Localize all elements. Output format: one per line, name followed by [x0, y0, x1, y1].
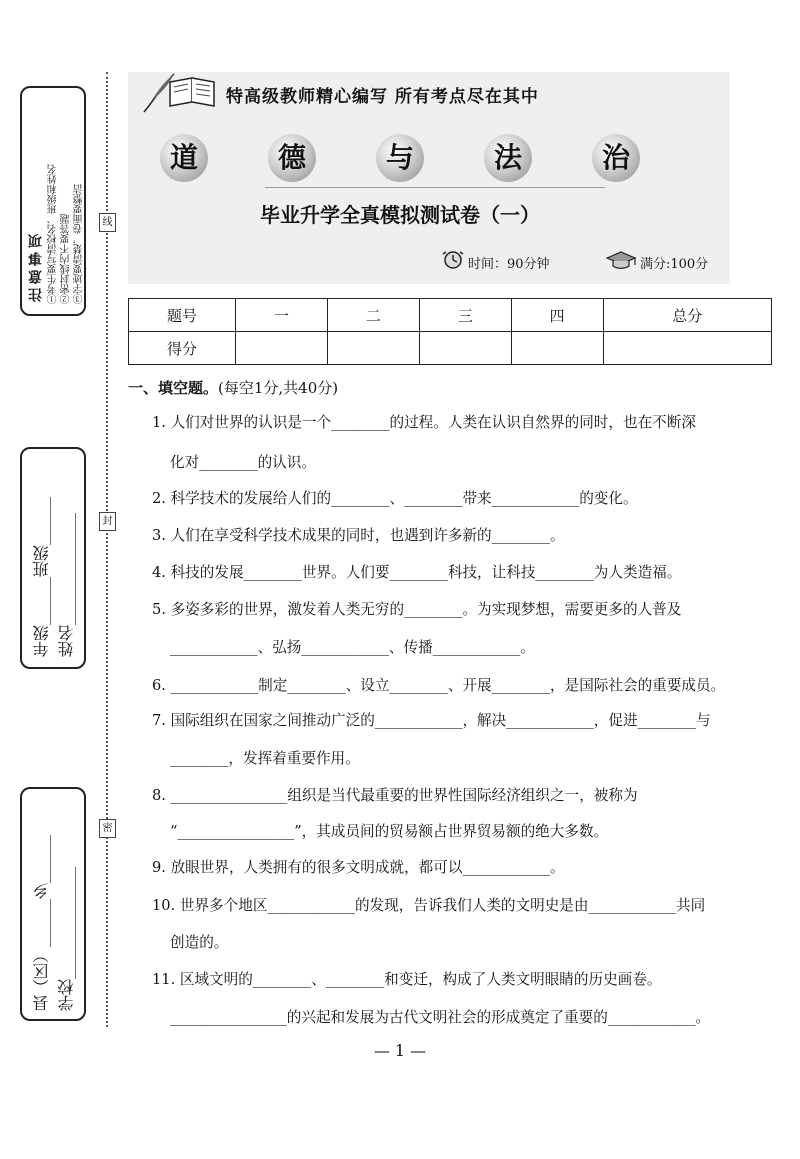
student-name-field[interactable]: 姓名______________: [57, 513, 76, 657]
score-cell[interactable]: [419, 332, 511, 365]
school-field[interactable]: 学校______________: [57, 867, 76, 1011]
question-line: 3. 人们在享受科学技术成果的同时，也遇到许多新的________。: [152, 527, 565, 544]
question-line: 4. 科技的发展________世界。人们要________科技，让科技________为人类造福。: [152, 564, 682, 581]
score-table-header-row: [129, 299, 772, 332]
score-row-label: 得分: [129, 332, 236, 365]
notice-item-3: ③字迹要清楚，卷面要整洁: [74, 184, 85, 304]
score-cell[interactable]: [511, 332, 603, 365]
table-header-cell: 三: [419, 299, 511, 332]
question-line: 11. 区域文明的________、________和变迁，构成了人类文明眼睛的历史画卷。: [152, 971, 662, 988]
question-line: 化对________的认识。: [170, 454, 316, 471]
notice-item-2: ②密封线内不要答题: [61, 214, 72, 304]
score-table-score-row: [129, 332, 772, 365]
score-table: [128, 298, 772, 365]
clock-icon: [440, 250, 466, 270]
question-line: ________________的兴起和发展为古代文明社会的形成奠定了重要的____________。: [170, 1009, 710, 1026]
subject-char: 与: [376, 134, 424, 182]
graduation-cap-icon: [605, 250, 637, 270]
grade-class-field[interactable]: 年级______班级______: [32, 497, 51, 657]
table-header-cell: 题号: [129, 299, 236, 332]
school-box: [20, 787, 86, 1021]
quill-book-icon: [140, 72, 220, 116]
question-line: 5. 多姿多彩的世界，激发着人类无穷的________。为实现梦想，需要更多的人普及: [152, 601, 682, 618]
score-cell[interactable]: [603, 332, 771, 365]
class-name-box: [20, 447, 86, 669]
score-cell[interactable]: [327, 332, 419, 365]
county-town-field[interactable]: 县（区）______乡______: [32, 835, 51, 1011]
table-header-cell: 四: [511, 299, 603, 332]
paper-title: 毕业升学全真模拟测试卷（一）: [260, 203, 540, 227]
section-title: 一、填空题。: [128, 379, 219, 397]
question-line: ________，发挥着重要作用。: [170, 750, 360, 767]
question-line: 10. 世界多个地区____________的发现，告诉我们人类的文明史是由____________共同: [152, 897, 706, 914]
question-line: 9. 放眼世界，人类拥有的很多文明成就，都可以____________。: [152, 859, 565, 876]
table-header-cell: 二: [327, 299, 419, 332]
table-header-cell: 一: [236, 299, 328, 332]
score-cell[interactable]: [236, 332, 328, 365]
question-line: 2. 科学技术的发展给人们的________、________带来____________的变化。: [152, 490, 638, 507]
section-heading: [128, 377, 338, 398]
table-header-cell: 总分: [603, 299, 771, 332]
title-divider: [265, 187, 605, 188]
cut-mark-mi: 密: [99, 819, 116, 838]
question-line: 8. ________________组织是当代最重要的世界性国际经济组织之一，被称为: [152, 787, 638, 804]
question-line: 7. 国际组织在国家之间推动广泛的____________，解决____________，促进________与: [152, 712, 711, 729]
notice-title: 注意事项: [28, 230, 44, 302]
section-note: (每空1分,共40分): [218, 379, 339, 397]
cut-mark-feng: 封: [99, 512, 116, 531]
subject-title: [0, 134, 800, 182]
full-score: 满分:100分: [640, 257, 709, 272]
question-line: “________________”，其成员间的贸易额占世界贸易额的绝大多数。: [170, 823, 609, 840]
subject-char: 治: [592, 134, 640, 182]
exam-time: 时间：90分钟: [468, 257, 550, 272]
subject-char: 法: [484, 134, 532, 182]
question-line: 1. 人们对世界的认识是一个________的过程。人类在认识自然界的同时，也在不断深: [152, 414, 696, 431]
question-line: 创造的。: [170, 934, 229, 951]
page-number: — 1 —: [373, 1041, 427, 1060]
header-slogan: 特高级教师精心编写 所有考点尽在其中: [226, 87, 539, 107]
subject-char: 道: [160, 134, 208, 182]
notice-item-1: ①考生要写清校名、班级和姓名: [48, 164, 59, 304]
question-line: 6. ____________制定________、设立________、开展________，是国际社会的重要成员。: [152, 677, 726, 694]
cut-mark-xian: 线: [99, 213, 116, 232]
question-line: ____________、弘扬____________、传播____________。: [170, 639, 535, 656]
subject-char: 德: [268, 134, 316, 182]
